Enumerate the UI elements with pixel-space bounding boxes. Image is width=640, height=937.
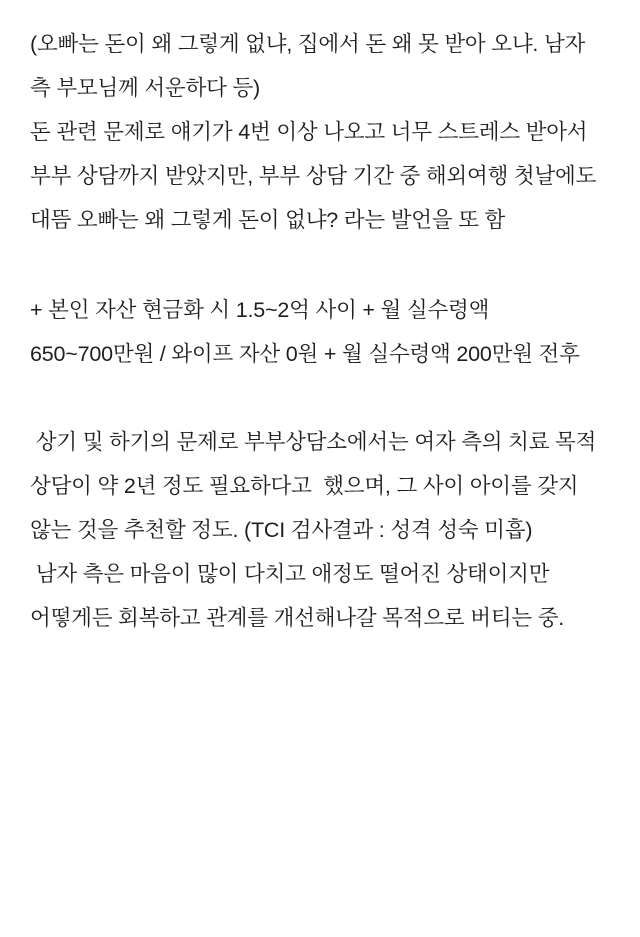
paragraph-5: 남자 측은 마음이 많이 다치고 애정도 떨어진 상태이지만 어떻게든 회복하고 관계를 개선해나갈 목적으로 버티는 중. (30, 562, 565, 630)
paragraph-spacer-1 (30, 242, 610, 288)
paragraph-2: 돈 관련 문제로 얘기가 4번 이상 나오고 너무 스트레스 받아서 부부 상담까지 받았지만, 부부 상담 기간 중 해외여행 첫날에도 대뜸 오빠는 왜 그렇게 돈이 없냐? 라는 발언을 또 함 (30, 120, 602, 232)
paragraph-1: (오빠는 돈이 왜 그렇게 없냐, 집에서 돈 왜 못 받아 오냐. 남자 측 부모님께 서운하다 등) (30, 32, 591, 100)
paragraph-3: + 본인 자산 현금화 시 1.5~2억 사이 + 월 실수령액 650~700만원 / 와이프 자산 0원 + 월 실수령액 200만원 전후 (30, 298, 580, 366)
paragraph-4: 상기 및 하기의 문제로 부부상담소에서는 여자 측의 치료 목적 상담이 약 2년 정도 필요하다고 했으며, 그 사이 아이를 갖지 않는 것을 추천할 정도. (TCI 검사결과 : 성격 성숙 미흡) (30, 430, 602, 542)
paragraph-spacer-2 (30, 376, 610, 420)
